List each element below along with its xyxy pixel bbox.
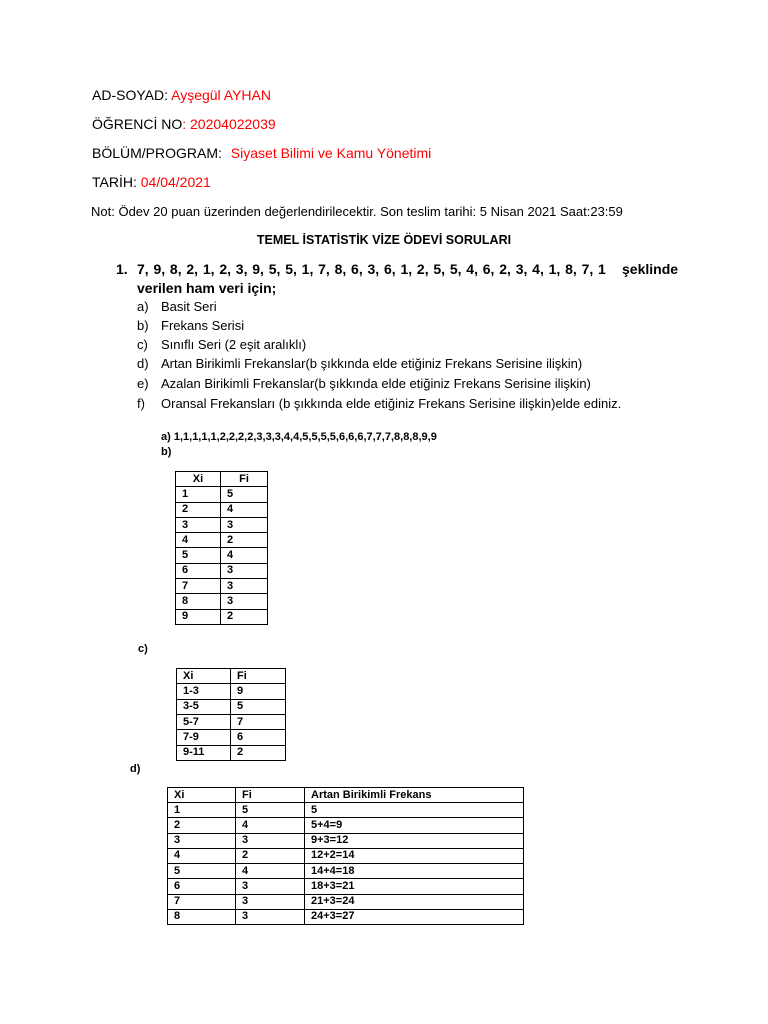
table-cell: 9 — [176, 609, 221, 624]
table-row — [177, 745, 286, 760]
table-cell: 6 — [231, 730, 286, 745]
table-cell: 2 — [231, 745, 286, 760]
name-line — [92, 86, 271, 104]
table-cell: 3 — [236, 879, 305, 894]
student-no-label: ÖĞRENCİ NO — [92, 116, 183, 132]
table-row — [177, 684, 286, 699]
table-cell: 7 — [231, 714, 286, 729]
table-cell: 3 — [176, 517, 221, 532]
table-cell: 3 — [221, 579, 268, 594]
table-cell: 2 — [168, 818, 236, 833]
table-row — [176, 563, 268, 578]
table-cell: 5 — [221, 487, 268, 502]
table-cell: 3 — [221, 517, 268, 532]
table-cell: 4 — [221, 502, 268, 517]
option-label: f) — [137, 396, 145, 411]
table-cell: 18+3=21 — [305, 879, 524, 894]
answer-c-label: c) — [138, 643, 148, 655]
table-header-row — [168, 788, 524, 803]
table-cell: 5 — [176, 548, 221, 563]
table-cell: 9+3=12 — [305, 833, 524, 848]
table-cell: 14+4=18 — [305, 864, 524, 879]
option-label: c) — [137, 337, 148, 352]
answer-a-label: a) — [161, 431, 171, 443]
table-cell: 21+3=24 — [305, 894, 524, 909]
table-cell: 5-7 — [177, 714, 231, 729]
option-label: e) — [137, 376, 149, 391]
table-row — [176, 609, 268, 624]
table-row — [176, 517, 268, 532]
table-row — [177, 730, 286, 745]
table-cell: 5 — [231, 699, 286, 714]
column-header: Artan Birikimli Frekans — [305, 788, 524, 803]
option-text: Azalan Birikimli Frekanslar(b şıkkında elde etiğiniz Frekans Serisine ilişkin) — [161, 376, 591, 391]
table-row — [176, 533, 268, 548]
table-cell: 2 — [176, 502, 221, 517]
table-row — [168, 848, 524, 863]
date-value: 04/04/2021 — [140, 174, 211, 190]
column-header: Xi — [168, 788, 236, 803]
table-cell: 7-9 — [177, 730, 231, 745]
table-row — [176, 579, 268, 594]
grouped-frequency-table — [176, 668, 286, 761]
student-no-line — [92, 115, 276, 133]
table-cell: 4 — [176, 533, 221, 548]
table-cell: 5 — [168, 864, 236, 879]
table-row — [177, 714, 286, 729]
table-cell: 3 — [236, 833, 305, 848]
table-cell: 3 — [236, 894, 305, 909]
table-cell: 9-11 — [177, 745, 231, 760]
page-title: TEMEL İSTATİSTİK VİZE ÖDEVİ SORULARI — [256, 233, 512, 247]
table-cell: 3-5 — [177, 699, 231, 714]
table-cell: 5+4=9 — [305, 818, 524, 833]
cumulative-frequency-table — [167, 787, 524, 925]
table-cell: 1 — [176, 487, 221, 502]
option-label: a) — [137, 299, 149, 314]
column-header: Fi — [221, 472, 268, 487]
column-header: Fi — [236, 788, 305, 803]
table-row — [168, 864, 524, 879]
table-cell: 3 — [221, 594, 268, 609]
program-label: BÖLÜM/PROGRAM: — [92, 145, 222, 161]
option-text: Oransal Frekansları (b şıkkında elde etiğiniz Frekans Serisine ilişkin)elde ediniz. — [161, 396, 622, 411]
table-cell: 7 — [168, 894, 236, 909]
table-cell: 2 — [236, 848, 305, 863]
question-raw-data: 7, 9, 8, 2, 1, 2, 3, 9, 5, 5, 1, 7, 8, 6, 3, 6, 1, 2, 5, 5, 4, 6, 2, 3, 4, 1, 8, 7, 1 — [137, 261, 606, 277]
program-line — [92, 144, 431, 162]
table-row — [168, 909, 524, 924]
option-text: Sınıflı Seri (2 eşit aralıklı) — [161, 337, 307, 352]
table-row — [176, 594, 268, 609]
table-row — [168, 818, 524, 833]
table-row — [168, 894, 524, 909]
table-row — [176, 487, 268, 502]
frequency-table — [175, 471, 268, 625]
program-value: Siyaset Bilimi ve Kamu Yönetimi — [230, 145, 432, 161]
table-cell: 7 — [176, 579, 221, 594]
column-header: Fi — [231, 669, 286, 684]
answer-b-label: b) — [161, 446, 172, 458]
table-cell: 4 — [168, 848, 236, 863]
question-number: 1. — [116, 261, 128, 277]
option-label: b) — [137, 318, 149, 333]
table-row — [168, 879, 524, 894]
table-cell: 3 — [221, 563, 268, 578]
table-cell: 6 — [176, 563, 221, 578]
question-line-2: verilen ham veri için; — [137, 280, 277, 296]
option-text: Artan Birikimli Frekanslar(b şıkkında elde etiğiniz Frekans Serisine ilişkin) — [161, 356, 583, 371]
table-row — [177, 699, 286, 714]
table-cell: 6 — [168, 879, 236, 894]
question-suffix: şeklinde — [622, 261, 679, 277]
table-cell: 8 — [176, 594, 221, 609]
table-cell: 9 — [231, 684, 286, 699]
table-row — [168, 803, 524, 818]
name-label: AD-SOYAD: — [92, 87, 168, 103]
option-text: Frekans Serisi — [161, 318, 245, 333]
column-header: Xi — [177, 669, 231, 684]
table-header-row — [176, 472, 268, 487]
table-cell: 12+2=14 — [305, 848, 524, 863]
table-cell: 4 — [236, 818, 305, 833]
table-cell: 1-3 — [177, 684, 231, 699]
table-row — [176, 548, 268, 563]
table-cell: 5 — [305, 803, 524, 818]
table-cell: 4 — [236, 864, 305, 879]
table-cell: 8 — [168, 909, 236, 924]
table-cell: 24+3=27 — [305, 909, 524, 924]
table-row — [176, 502, 268, 517]
option-label: d) — [137, 356, 149, 371]
name-value: Ayşegül AYHAN — [171, 87, 271, 103]
answer-a-value: 1,1,1,1,1,2,2,2,2,3,3,3,4,4,5,5,5,5,6,6,6,7,7,7,8,8,8,9,9 — [173, 431, 437, 443]
table-cell: 4 — [221, 548, 268, 563]
answer-a-line — [161, 430, 437, 444]
student-no-value: : 20204022039 — [182, 116, 276, 132]
table-cell: 5 — [236, 803, 305, 818]
date-label: TARİH: — [92, 174, 137, 190]
table-cell: 1 — [168, 803, 236, 818]
table-cell: 3 — [236, 909, 305, 924]
answer-d-label: d) — [130, 763, 141, 775]
date-line — [92, 173, 211, 191]
table-cell: 3 — [168, 833, 236, 848]
table-header-row — [177, 669, 286, 684]
deadline-note: Not: Ödev 20 puan üzerinden değerlendirilecektir. Son teslim tarihi: 5 Nisan 2021 Saat:23:59 — [91, 204, 623, 219]
table-cell: 2 — [221, 533, 268, 548]
table-row — [168, 833, 524, 848]
table-cell: 2 — [221, 609, 268, 624]
column-header: Xi — [176, 472, 221, 487]
option-text: Basit Seri — [161, 299, 217, 314]
